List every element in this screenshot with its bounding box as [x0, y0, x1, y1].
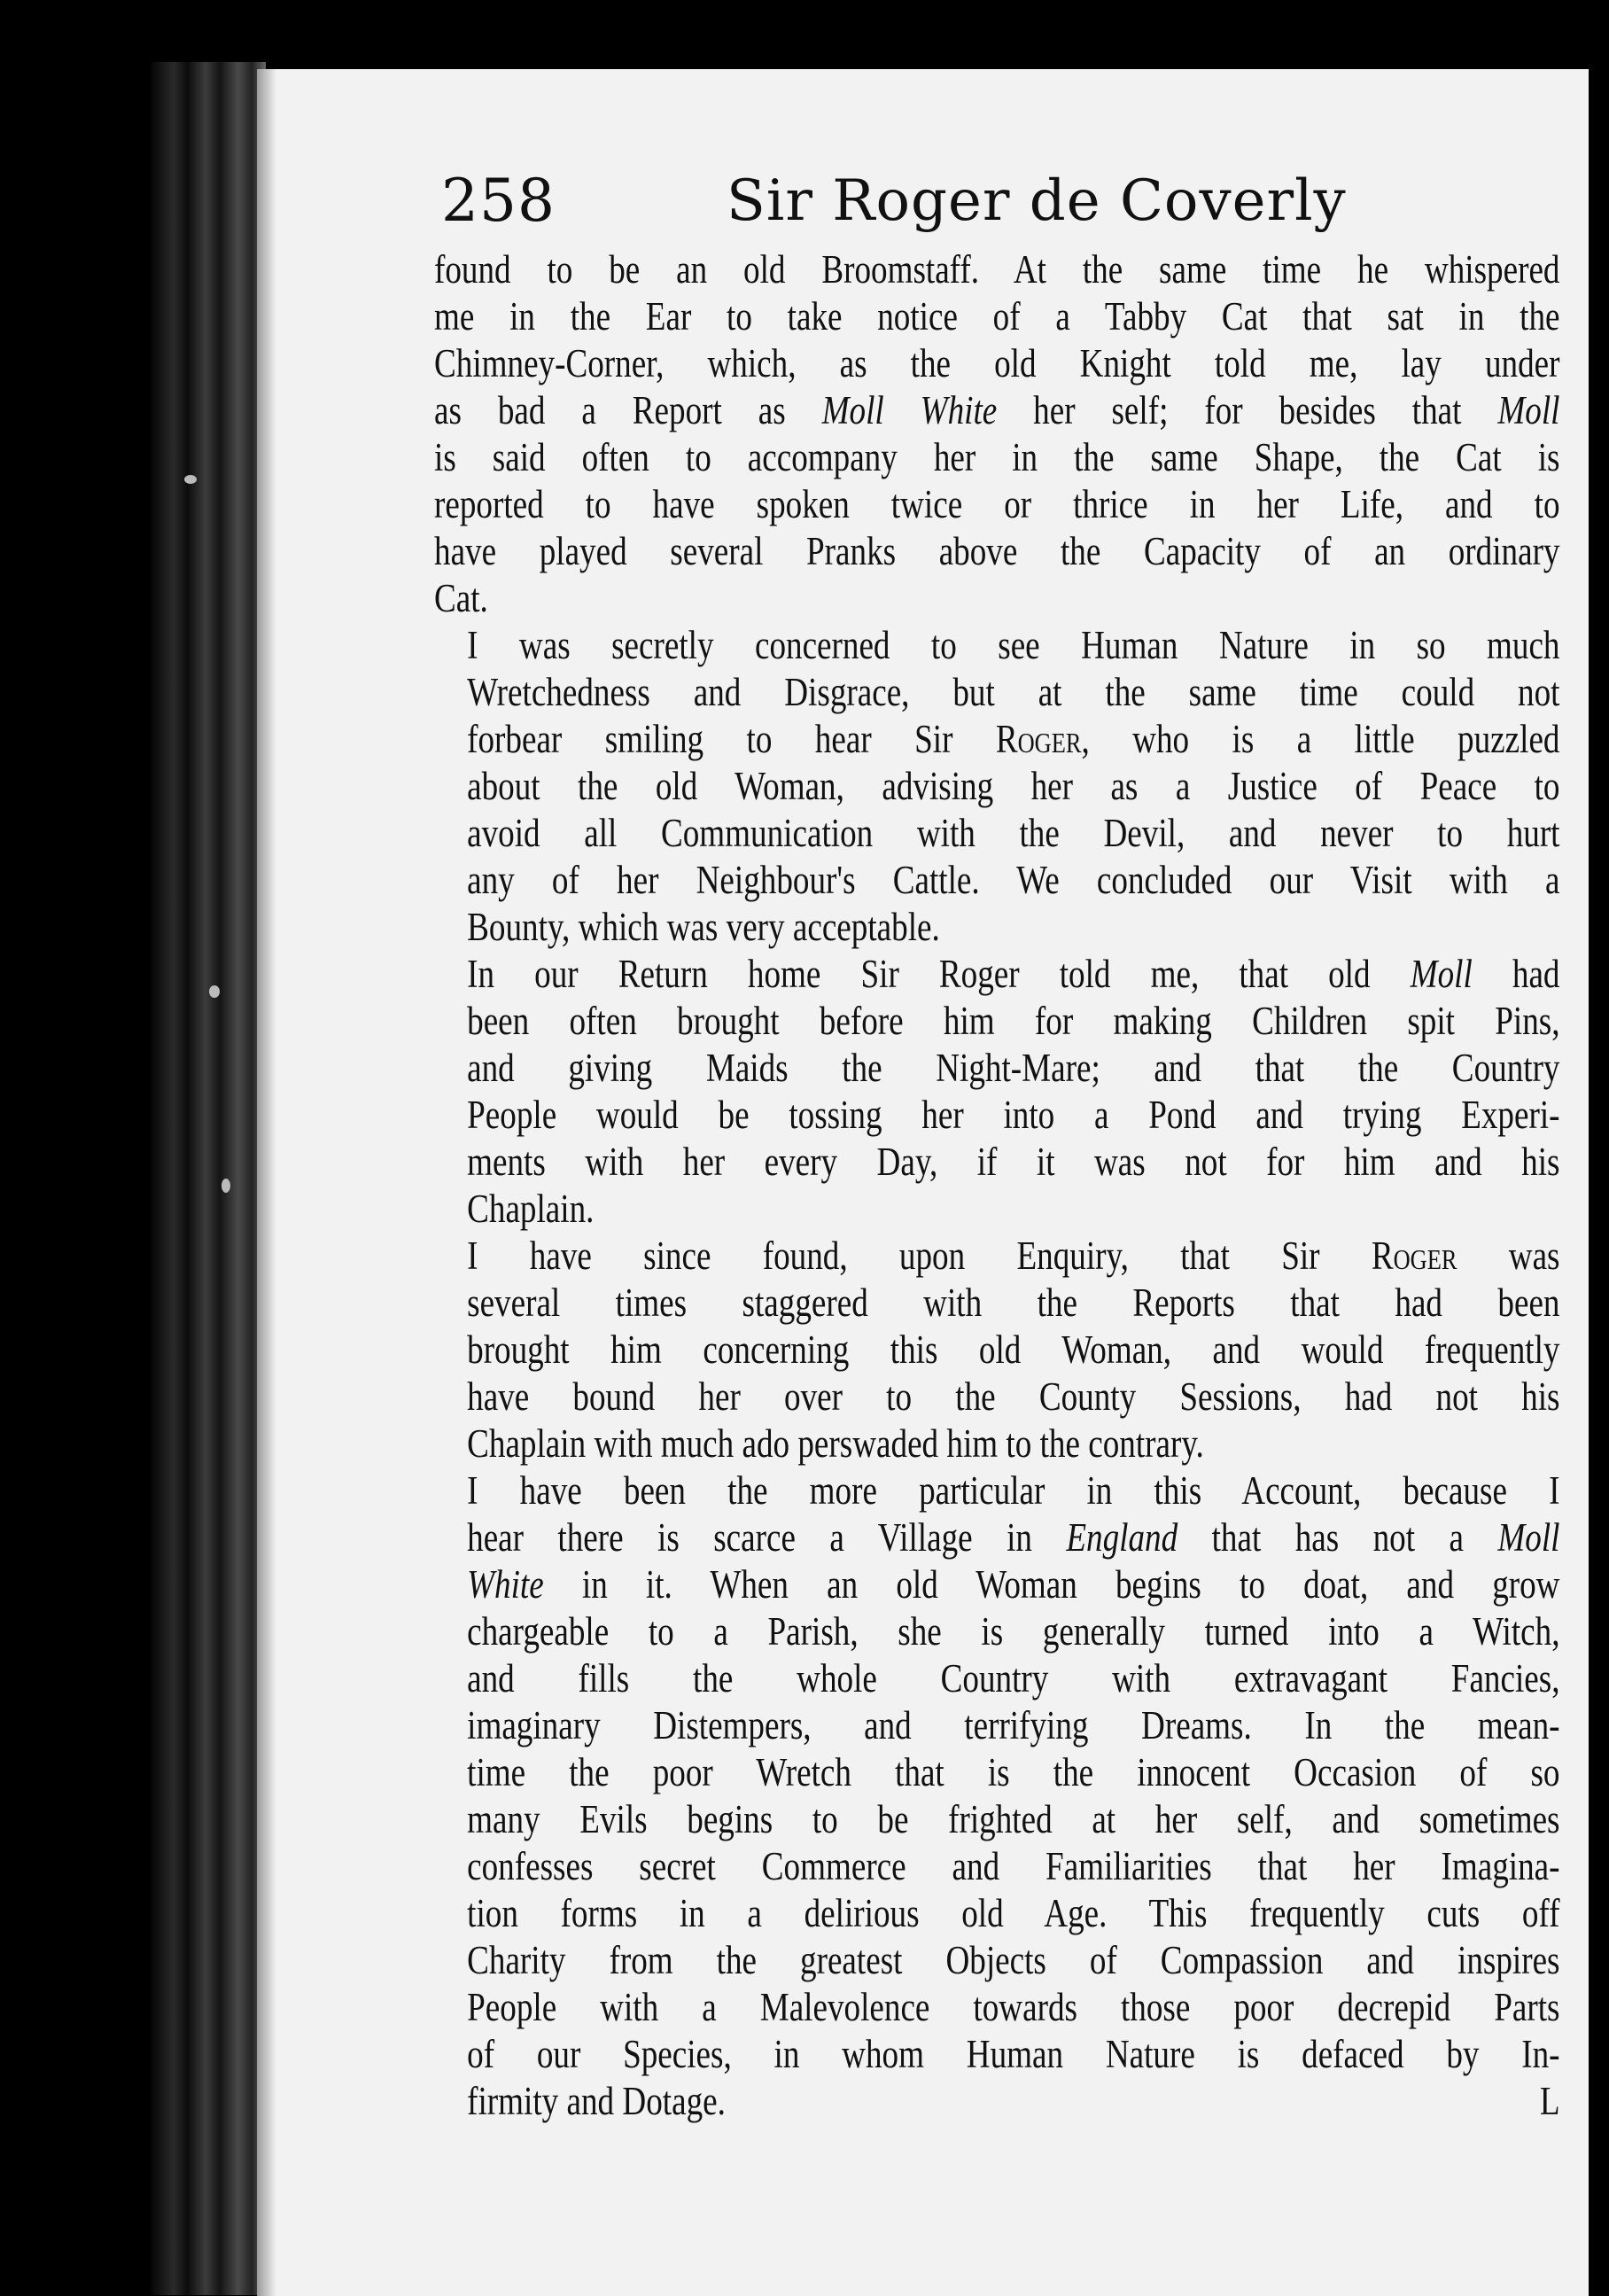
text-run: hear there is scarce a Village in [467, 1515, 1067, 1560]
margin-speck [209, 985, 220, 998]
text-line: Chaplain with much ado perswaded him to the contrary. [467, 1421, 1204, 1466]
text-line: many Evils begins to be frighted at her self, and sometimes [467, 1797, 1560, 1841]
book-page [257, 69, 1589, 2296]
text-line: avoid all Communication with the Devil, and never to hurt [467, 811, 1560, 855]
text-run: her self; for besides that [997, 388, 1498, 432]
text-run: , who is a little puzzled [1081, 717, 1560, 761]
text-run: I have since found, upon Enquiry, that Sir [467, 1234, 1372, 1278]
margin-speck [184, 475, 197, 484]
book-page-edges [151, 62, 266, 2295]
small-caps-name: Roger [995, 717, 1082, 761]
text-run: in it. When an old Woman begins to doat, and grow [543, 1562, 1560, 1607]
small-caps-name: Roger [1371, 1234, 1457, 1278]
text-line: is said often to accompany her in the same Shape, the Cat is [434, 435, 1560, 479]
italic-name: Moll [1497, 1515, 1560, 1560]
text-line [434, 1514, 1560, 1561]
text-line: ments with her every Day, if it was not for him and his [467, 1140, 1560, 1184]
text-line: reported to have spoken twice or thrice in her Life, and to [434, 482, 1560, 526]
text-line: chargeable to a Parish, she is generally turned into a Witch, [467, 1609, 1560, 1654]
author-signature-letter: L [1539, 2079, 1560, 2123]
text-line [434, 387, 1560, 434]
text-line: I was secretly concerned to see Human Nature in so much [467, 623, 1560, 667]
italic-place: England [1066, 1515, 1178, 1560]
italic-name: Moll [1410, 952, 1473, 996]
paragraph [434, 1467, 1560, 2125]
running-title: Sir Roger de Coverly [727, 168, 1347, 234]
text-line: and giving Maids the Night-Mare; and that the Country [467, 1046, 1560, 1090]
text-line: imaginary Distempers, and terrifying Dreams. In the mean- [467, 1703, 1560, 1747]
text-line [434, 951, 1560, 998]
page-number: 258 [441, 167, 556, 235]
text-line: Bounty, which was very acceptable. [467, 905, 940, 949]
text-line [434, 2078, 1560, 2125]
paragraph [434, 951, 1560, 1233]
text-line [434, 1233, 1560, 1280]
text-line: Chimney-Corner, which, as the old Knight told me, lay under [434, 341, 1560, 385]
text-line: and fills the whole Country with extravagant Fancies, [467, 1656, 1560, 1701]
text-line: confesses secret Commerce and Familiarities that her Imagina- [467, 1844, 1560, 1888]
text-line: have played several Pranks above the Capacity of an ordinary [434, 529, 1560, 573]
paragraph [434, 246, 1560, 622]
text-line: found to be an old Broomstaff. At the same time he whispered [434, 247, 1560, 292]
text-line: Chaplain. [467, 1187, 595, 1231]
text-line: I have been the more particular in this Account, because I [467, 1468, 1560, 1513]
text-run: In our Return home Sir Roger told me, that old [467, 952, 1411, 996]
text-run: firmity and Dotage. [467, 2079, 726, 2123]
text-run: was [1457, 1234, 1560, 1278]
text-line: tion forms in a delirious old Age. This frequently cuts off [467, 1891, 1560, 1935]
text-line [434, 716, 1560, 763]
text-line: brought him concerning this old Woman, and would frequently [467, 1327, 1560, 1372]
text-line: Wretchedness and Disgrace, but at the same time could not [467, 670, 1560, 714]
text-line: me in the Ear to take notice of a Tabby Cat that sat in the [434, 294, 1560, 339]
text-run: that has not a [1178, 1515, 1498, 1560]
text-line: People would be tossing her into a Pond and trying Experi- [467, 1093, 1560, 1137]
text-line: Cat. [434, 576, 488, 620]
text-line: Charity from the greatest Objects of Compassion and inspires [467, 1938, 1560, 1982]
text-line: time the poor Wretch that is the innocent Occasion of so [467, 1750, 1560, 1794]
text-line: about the old Woman, advising her as a Justice of Peace to [467, 764, 1560, 808]
text-run: had [1472, 952, 1560, 996]
text-line [434, 1561, 1560, 1608]
text-line: have bound her over to the County Sessions, had not his [467, 1374, 1560, 1419]
text-run: forbear smiling to hear Sir [467, 717, 996, 761]
text-line: People with a Malevolence towards those poor decrepid Parts [467, 1985, 1560, 2029]
text-line: been often brought before him for making Children spit Pins, [467, 999, 1560, 1043]
paragraph [434, 622, 1560, 951]
text-line: several times staggered with the Reports that had been [467, 1280, 1560, 1325]
text-line: of our Species, in whom Human Nature is defaced by In- [467, 2032, 1560, 2076]
body-text [434, 246, 1560, 2125]
italic-name: Moll White [821, 388, 998, 432]
text-run: as bad a Report as [434, 388, 822, 432]
margin-speck [222, 1179, 230, 1193]
italic-name: White [467, 1562, 544, 1607]
italic-name: Moll [1497, 388, 1560, 432]
paragraph [434, 1233, 1560, 1467]
text-line: any of her Neighbour's Cattle. We concluded our Visit with a [467, 858, 1560, 902]
